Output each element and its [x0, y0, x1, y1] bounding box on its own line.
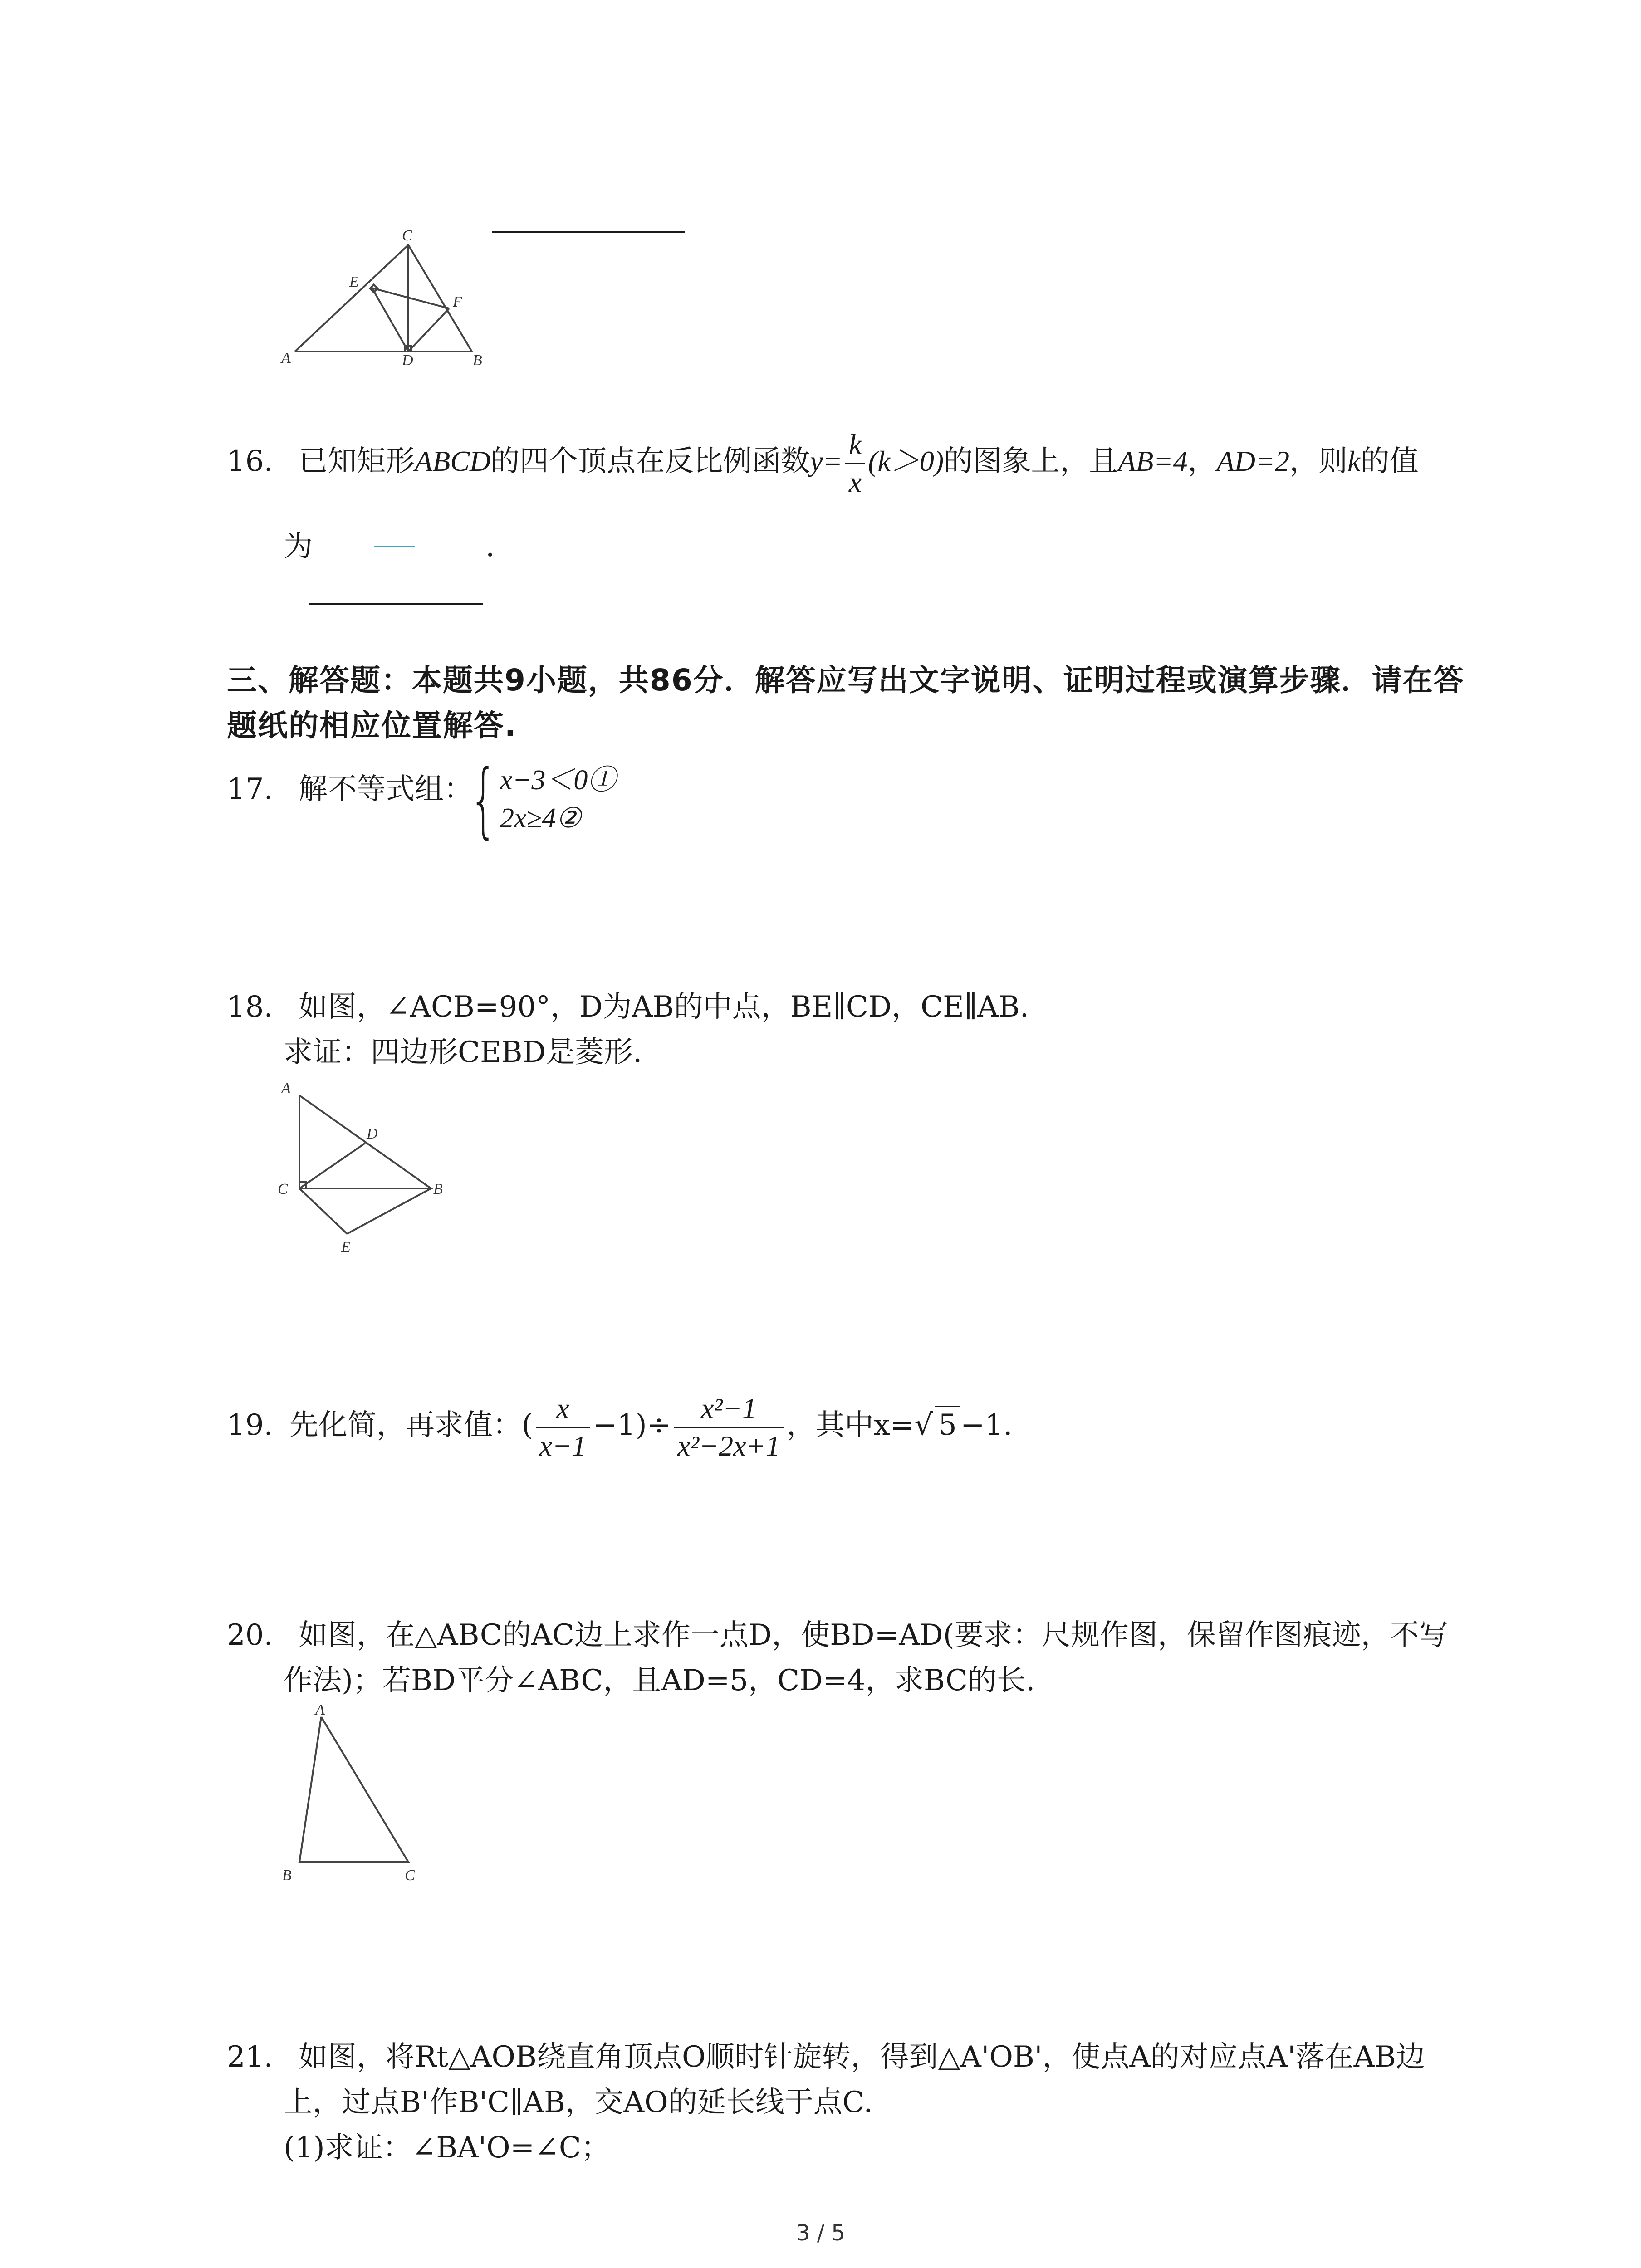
left-brace-icon: { — [469, 753, 498, 847]
question-21-line2: 上，过点B'作B'C∥AB，交AO的延长线于点C. — [284, 2086, 873, 2119]
q17-inequality-system — [469, 753, 616, 847]
question-21: 21. 如图，将Rt△AOB绕直角顶点O顺时针旋转，得到△A'OB'，使点A的对应点A'落在AB边 — [227, 2040, 1425, 2074]
fig18-label-B: B — [433, 1181, 443, 1198]
q16-fraction: $\frac{k}{x}$ — [845, 426, 865, 500]
answer-blank-q16-short — [374, 546, 415, 547]
q17-inequality-2: 2x≥4② — [500, 803, 582, 834]
question-18-line2: 求证：四边形CEBD是菱形. — [284, 1036, 642, 1069]
question-21-line3: (1)求证：∠BA'O=∠C； — [284, 2131, 610, 2165]
q19-sqrt-arg: 5 — [935, 1406, 960, 1443]
fig15-label-C: C — [402, 227, 412, 244]
question-16-line2: 为 — [284, 530, 313, 563]
question-18: 18. 如图，∠ACB=90°，D为AB的中点，BE∥CD，CE∥AB. — [227, 990, 1029, 1024]
question-20-line2: 作法)；若BD平分∠ABC，且AD=5，CD=4，求BC的长. — [284, 1664, 1035, 1697]
question-19: 19. 先化简，再求值：( $\frac{x}{x-1}$ −1)÷ $\frac{\text{x²−1}}{\text{x²−2x+1}}$ ，其中x=√ 5 −1. — [227, 1390, 1013, 1464]
fig18-label-E: E — [341, 1239, 351, 1256]
fig18-label-C: C — [278, 1181, 288, 1198]
fig15-label-D: D — [402, 352, 413, 369]
page-number: 3 / 5 — [796, 2220, 845, 2246]
q16-number: 16. — [227, 445, 273, 478]
question-17: 17. 解不等式组： — [227, 772, 473, 806]
figure-q15 — [268, 227, 522, 372]
fig15-label-E: E — [349, 274, 359, 290]
fig15-label-B: B — [473, 352, 482, 369]
fig18-label-D: D — [367, 1125, 378, 1142]
answer-blank-q15 — [492, 231, 685, 233]
sqrt-icon: √ — [914, 1408, 933, 1442]
question-20: 20. 如图，在△ABC的AC边上求作一点D，使BD=AD(要求：尺规作图，保留作图痕迹，不写 — [227, 1618, 1448, 1652]
figure-q18 — [268, 1075, 472, 1261]
section-3-heading: 三、解答题：本题共9小题，共86分．解答应写出文字说明、证明过程或演算步骤．请在答 题纸的相应位置解答. — [227, 663, 1465, 743]
q19-fraction-2: $\frac{\text{x²−1}}{\text{x²−2x+1}}$ — [674, 1390, 784, 1464]
fig20-label-C: C — [405, 1867, 415, 1884]
fig15-label-A: A — [281, 350, 291, 367]
fig20-label-B: B — [282, 1867, 292, 1884]
q16-period: . — [485, 530, 495, 563]
figure-q20 — [272, 1701, 431, 1896]
fig18-label-A: A — [281, 1080, 291, 1097]
fig15-label-F: F — [453, 293, 462, 310]
fig20-label-A: A — [315, 1701, 325, 1718]
question-16: 16. 已知矩形ABCD的四个顶点在反比例函数y= $\frac{k}{x}$ (k＞0)的图象上，且AB=4，AD=2，则k的值 — [227, 426, 1419, 500]
q19-fraction-1: $\frac{x}{x-1}$ — [536, 1390, 590, 1464]
q17-inequality-1: x−3＜0① — [500, 765, 616, 796]
answer-blank-q16 — [309, 603, 483, 605]
